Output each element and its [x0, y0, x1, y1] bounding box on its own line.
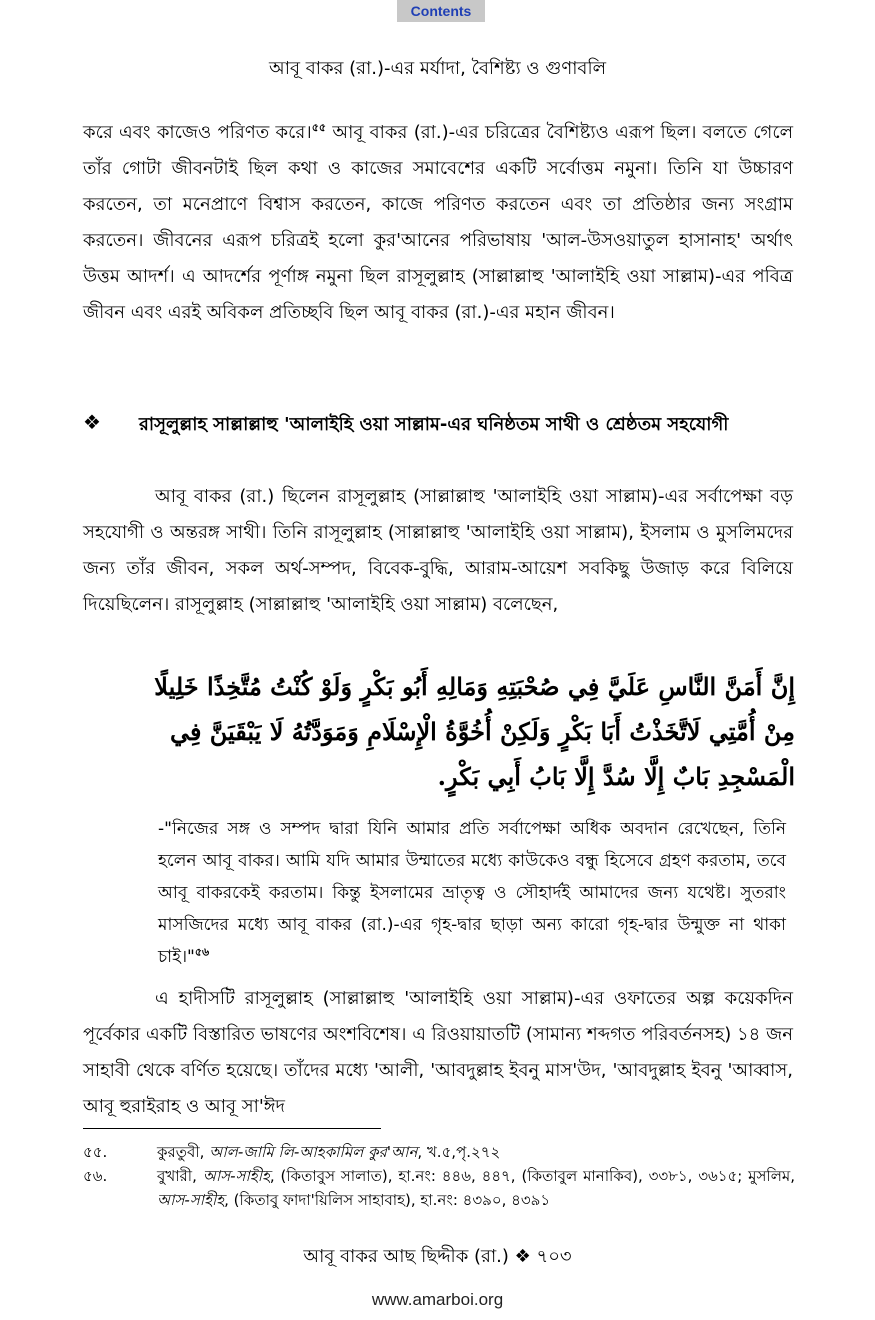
footnote-ref-56[interactable]: ৫৬: [194, 945, 210, 959]
page-number: ৭০৩: [536, 1246, 572, 1267]
footnote-divider: [83, 1128, 381, 1129]
paragraph-1: [83, 115, 793, 331]
paragraph-2-text: আবূ বাকর (রা.) ছিলেন রাসূলুল্লাহ (সাল্লাল্লাহু 'আলাইহি ওয়া সাল্লাম)-এর সর্বাপেক্ষা বড় সহযোগী ও অন্তরঙ্গ সাথী। তিনি রাসূলুল্লাহ (সাল্লাল্লাহু 'আলাইহি ওয়া সাল্লাম), ইসলাম ও মুসলিমদের জন্য তাঁর জীবন, সকল অর্থ-সম্পদ, বিবেক-বুদ্ধি, আরাম-আয়েশ সবকিছু উজাড় করে বিলিয়ে দিয়েছিলেন। রাসূলুল্লাহ (সাল্লাল্লাহু 'আলাইহি ওয়া সাল্লাম) বলেছেন,: [83, 486, 793, 615]
hadith-translation: [158, 813, 786, 973]
arabic-hadith: إِنَّ أَمَنَّ النَّاسِ عَلَيَّ فِي صُحْبَتِهِ وَمَالِهِ أَبُو بَكْرٍ وَلَوْ كُنْتُ مُتَّخِذًا خَلِيلًا مِنْ أُمَّتِي لَاتَّخَذْتُ أَبَا بَكْرٍ وَلَكِنْ أُخُوَّةُ الْإِسْلَامِ وَمَوَدَّتُهُ لَا يَبْقَيَنَّ فِي الْمَسْجِدِ بَابٌ إِلَّا سُدَّ إِلَّا بَابُ أَبِي بَكْرٍ.: [154, 672, 795, 791]
footnote-book-title: আল-জামি লি-আহকামিল কুর'আন: [209, 1143, 418, 1161]
paragraph-2: [83, 479, 793, 623]
hadith-translation-text: -"নিজের সঙ্গ ও সম্পদ দ্বারা যিনি আমার প্রতি সর্বাপেক্ষা অধিক অবদান রেখেছেন, তিনি হলেন আবূ বাকর। আমি যদি আমার উম্মাতের মধ্যে কাউকেও বন্ধু হিসেবে গ্রহণ করতাম, তবে আবূ বাকরকেই করতাম। কিন্তু ইসলামের ভ্রাতৃত্ব ও সৌহার্দই আমাদের জন্য যথেষ্ট। সুতরাং মাসজিদের মধ্যে আবূ বাকর (রা.)-এর গৃহ-দ্বার ছাড়া অন্য কারো গৃহ-দ্বার উন্মুক্ত না থাকা চাই।": [158, 819, 786, 967]
running-head: আবূ বাকর (রা.)-এর মর্যাদা, বৈশিষ্ট্য ও গুণাবলি: [268, 58, 607, 79]
footer-book-title: আবূ বাকর আছ ছিদ্দীক (রা.): [303, 1246, 509, 1267]
footnote-text: কুরতুবী, আল-জামি লি-আহকামিল কুর'আন, খ.৫,পৃ.২৭২: [157, 1143, 501, 1161]
paragraph-1-text-b: আবূ বাকর (রা.)-এর চরিত্রের বৈশিষ্ট্যও এরূপ ছিল। বলতে গেলে তাঁর গোটা জীবনটাই ছিল কথা ও কাজের সমাবেশের একটি সর্বোত্তম নমুনা। তিনি যা উচ্চারণ করতেন, তা মনেপ্রাণে বিশ্বাস করতেন, কাজে পরিণত করতেন এবং তা প্রতিষ্ঠার জন্য সংগ্রাম করতেন। জীবনের এরূপ চরিত্রই হলো কুর'আনের পরিভাষায় 'আল-উসওয়াতুল হাসানাহ' অর্থাৎ উত্তম আদর্শ। এ আদর্শের পূর্ণাঙ্গ নমুনা ছিল রাসূলুল্লাহ (সাল্লাল্লাহু 'আলাইহি ওয়া সাল্লাম)-এর পবিত্র জীবন এবং এরই অবিকল প্রতিচ্ছবি ছিল আবূ বাকর (রা.)-এর মহান জীবন।: [83, 122, 793, 323]
paragraph-3: [83, 981, 793, 1125]
page-footer: [0, 1242, 875, 1273]
footnote-book-title: আস-সাহীহ: [202, 1167, 270, 1185]
contents-button[interactable]: Contents: [397, 0, 485, 22]
footnote-number: ৫৬.: [83, 1167, 108, 1185]
website-link[interactable]: www.amarboi.org: [371, 1290, 504, 1309]
paragraph-1-text-a: করে এবং কাজেও পরিণত করে।: [83, 122, 312, 143]
footnote-text: বুখারী, আস-সাহীহ, (কিতাবুস সালাত), হা.নং: ৪৪৬, ৪৪৭, (কিতাবুল মানাকিব), ৩৩৮১, ৩৬১৫; মুসলিম, আস-সাহীহ, (কিতাবু ফাদা'য়িলিস সাহাবাহ), হা.নং: ৪৩৯০, ৪৩৯১: [157, 1167, 795, 1209]
footer-diamond-icon: ❖: [514, 1246, 531, 1267]
section-heading-text: রাসূলুল্লাহ সাল্লাল্লাহু 'আলাইহি ওয়া সাল্লাম-এর ঘনিষ্ঠতম সাথী ও শ্রেষ্ঠতম সহযোগী: [139, 414, 729, 435]
footnote-book-title: আস-সাহীহ: [157, 1191, 225, 1209]
diamond-bullet-icon: ❖: [83, 410, 101, 434]
paragraph-3-text: এ হাদীসটি রাসূলুল্লাহ (সাল্লাল্লাহু 'আলাইহি ওয়া সাল্লাম)-এর ওফাতের অল্প কয়েকদিন পূর্বেকার একটি বিস্তারিত ভাষণের অংশবিশেষ। এ রিওয়ায়াতটি (সামান্য শব্দগত পরিবর্তনসহ) ১৪ জন সাহাবী থেকে বর্ণিত হয়েছে। তাঁদের মধ্যে 'আলী, 'আবদুল্লাহ ইবনু মাস'উদ, 'আবদুল্লাহ ইবনু 'আব্বাস, আবূ হুরাইরাহ ও আবূ সা'ঈদ: [83, 988, 793, 1117]
footnote-number: ৫৫.: [83, 1143, 108, 1161]
footnote-ref-55[interactable]: ৫৫: [311, 121, 326, 134]
